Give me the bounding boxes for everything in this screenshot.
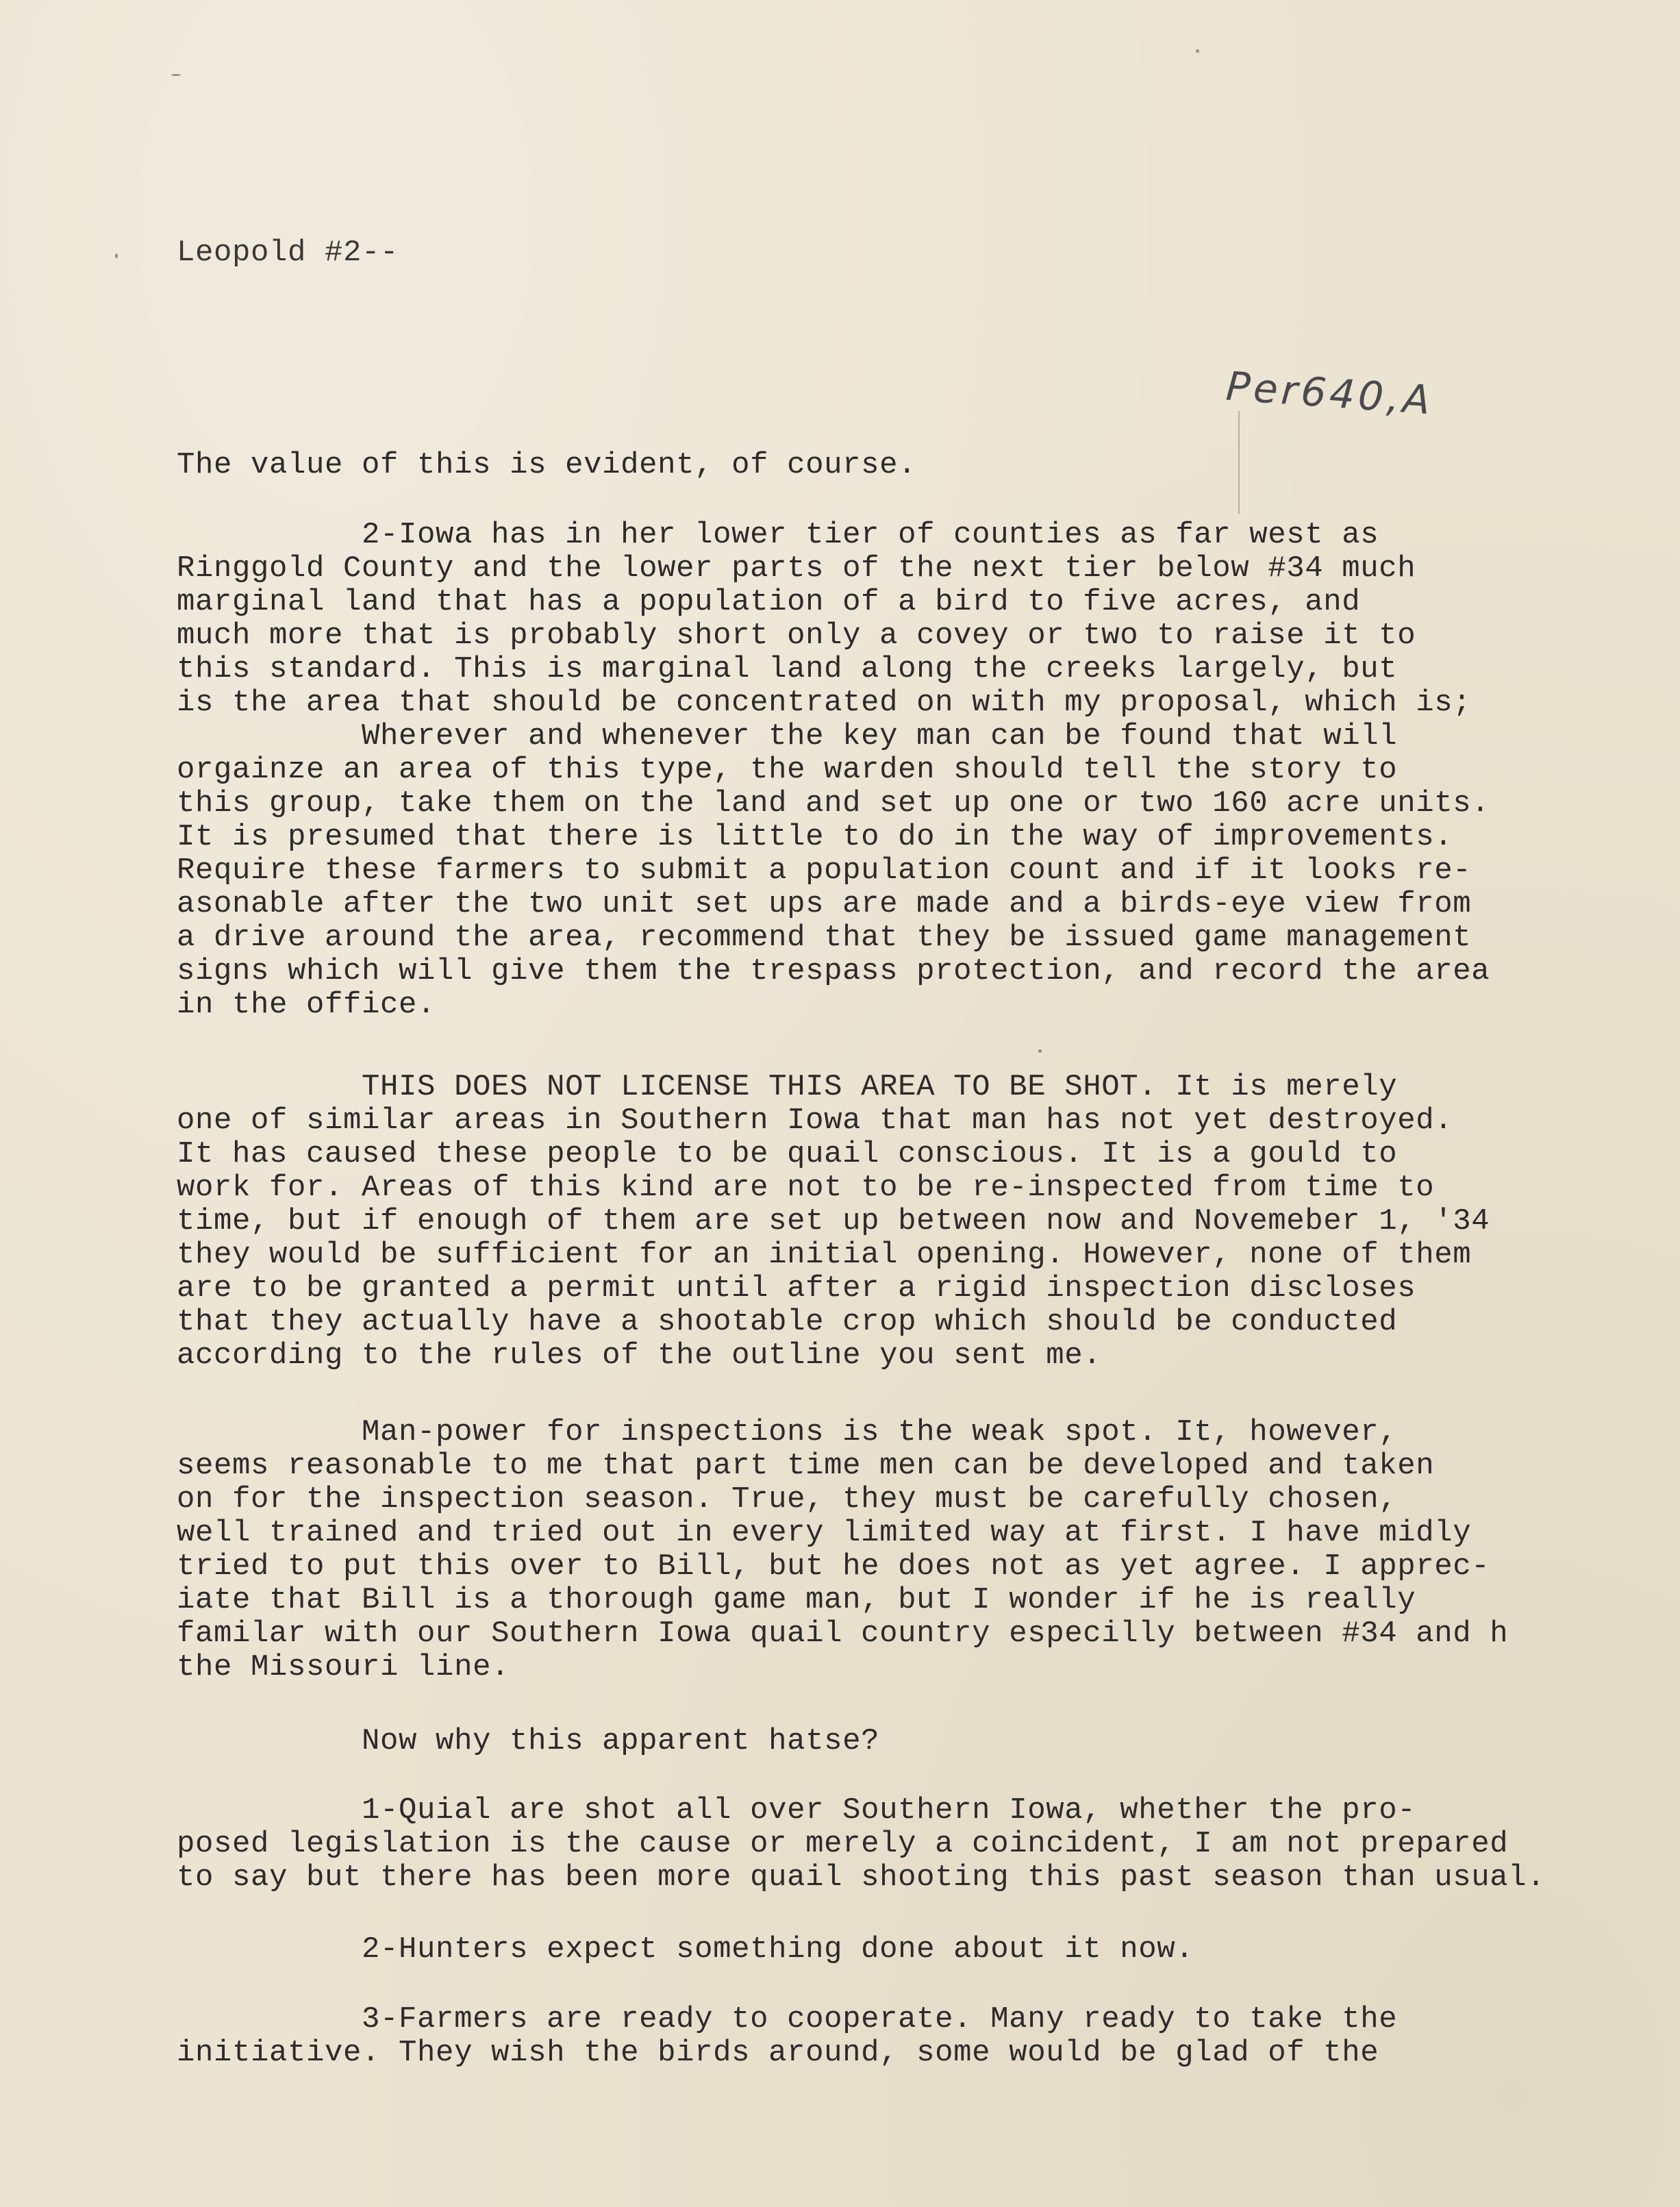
paragraph-apparent-haste: Now why this apparent hatse? <box>177 1724 880 1758</box>
paragraph-does-not-license: THIS DOES NOT LICENSE THIS AREA TO BE SHOT. It is merely one of similar areas in Southern Iowa that man has not yet destroyed. It has caused these people to be quail conscious. It is a gould to work for. Areas of this kind are not to be re-inspected from time to time, but if enough of them are set up between now and Novemeber 1, '34 they would be sufficient for an initial opening. However, none of them are to be granted a permit until after a rigid inspection discloses that they actually have a shootable crop which should be conducted according to the rules of the outline you sent me. <box>177 1070 1490 1373</box>
paragraph-farmers-cooperate: 3-Farmers are ready to cooperate. Many ready to take the initiative. They wish the birds around, some would be glad of the <box>177 2002 1398 2070</box>
paper-speck <box>1038 1049 1042 1053</box>
page-header: Leopold #2-- <box>177 236 399 270</box>
pencil-margin-line <box>1238 411 1240 514</box>
paper-speck <box>115 253 118 258</box>
paragraph-man-power: Man-power for inspections is the weak spot. It, however, seems reasonable to me that part time men can be developed and taken on for the inspection season. True, they must be carefully chosen, well trained and tried out in every limited way at first. I have midly tried to put this over to Bill, but he does not as yet agree. I apprec- iate that Bill is a thorough game man, but I wonder if he is really familar with our Southern Iowa quail country especilly between #34 and h the Missouri line. <box>177 1415 1509 1684</box>
handwritten-annotation: Per640,A <box>1224 362 1435 424</box>
paper-speck <box>171 74 181 76</box>
paragraph-iowa-lower-tier: 2-Iowa has in her lower tier of counties as far west as Ringgold County and the lower parts of the next tier below #34 much marginal land that has a population of a bird to five acres, and much more that is probably short only a covey or two to raise it to this standard. This is marginal land along the creeks largely, but is the area that should be concentrated on with my proposal, which is; Wherever and whenever the key man can be found that will orgainze an area of this type, the warden should tell the story to this group, take them on the land and set up one or two 160 acre units. It is presumed that there is little to do in the way of improvements. Require these farmers to submit a population count and if it looks re- asonable after the two unit set ups are made and a birds-eye view from a drive around the area, recommend that they be issued game management signs which will give them the trespass protection, and record the area in the office. <box>177 518 1490 1022</box>
paragraph-quail-shot: 1-Quial are shot all over Southern Iowa, whether the pro- posed legislation is the cause or merely a coincident, I am not prepared to say but there has been more quail shooting this past season than usual. <box>177 1793 1546 1895</box>
paragraph-value-evident: The value of this is evident, of course. <box>177 448 917 482</box>
paper-speck <box>1196 49 1199 53</box>
paragraph-hunters-expect: 2-Hunters expect something done about it now. <box>177 1932 1194 1967</box>
